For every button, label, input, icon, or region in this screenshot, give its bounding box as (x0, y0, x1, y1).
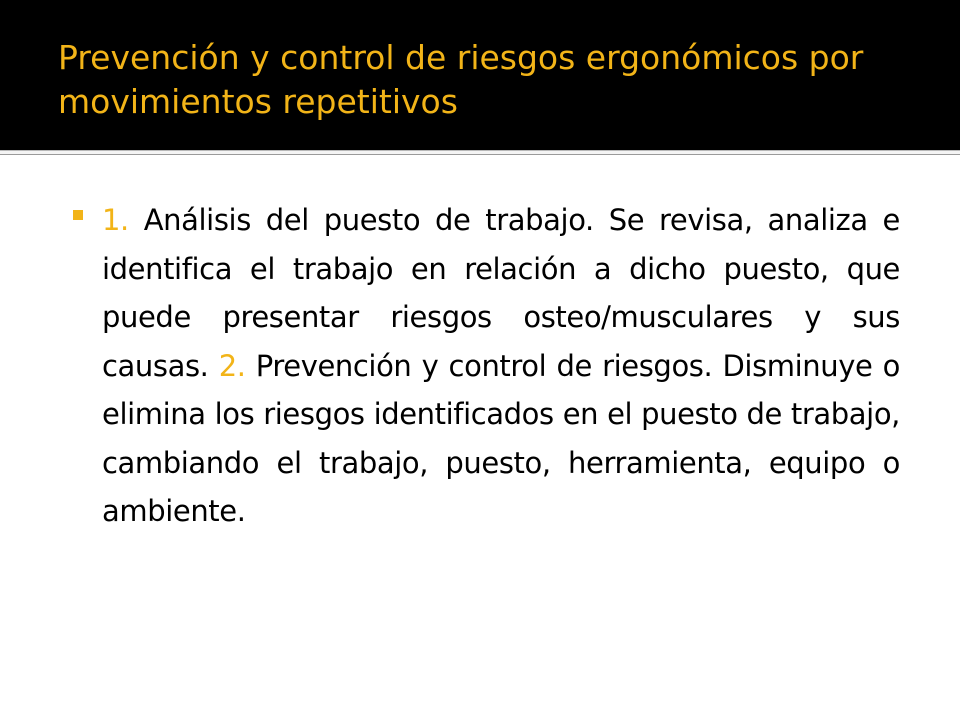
step-2-text: Prevención y control de riesgos. Disminuye o elimina los riesgos identificados en el puesto de trabajo, cambiando el trabajo, puesto, herramienta, equipo o ambiente. (102, 348, 900, 528)
step-2-number: 2. (218, 348, 246, 383)
bullet-square-icon (73, 210, 83, 220)
title-bar (0, 0, 960, 150)
step-1-text: Análisis del puesto de trabajo. Se revisa, analiza e identifica el trabajo en relación a dicho puesto, que puede presentar riesgos osteo/musculares y sus causas. (102, 203, 900, 383)
step-1-number: 1. (102, 203, 129, 237)
slide-title: Prevención y control de riesgos ergonómicos por movimientos repetitivos (58, 38, 864, 121)
bullet-paragraph (102, 196, 900, 536)
